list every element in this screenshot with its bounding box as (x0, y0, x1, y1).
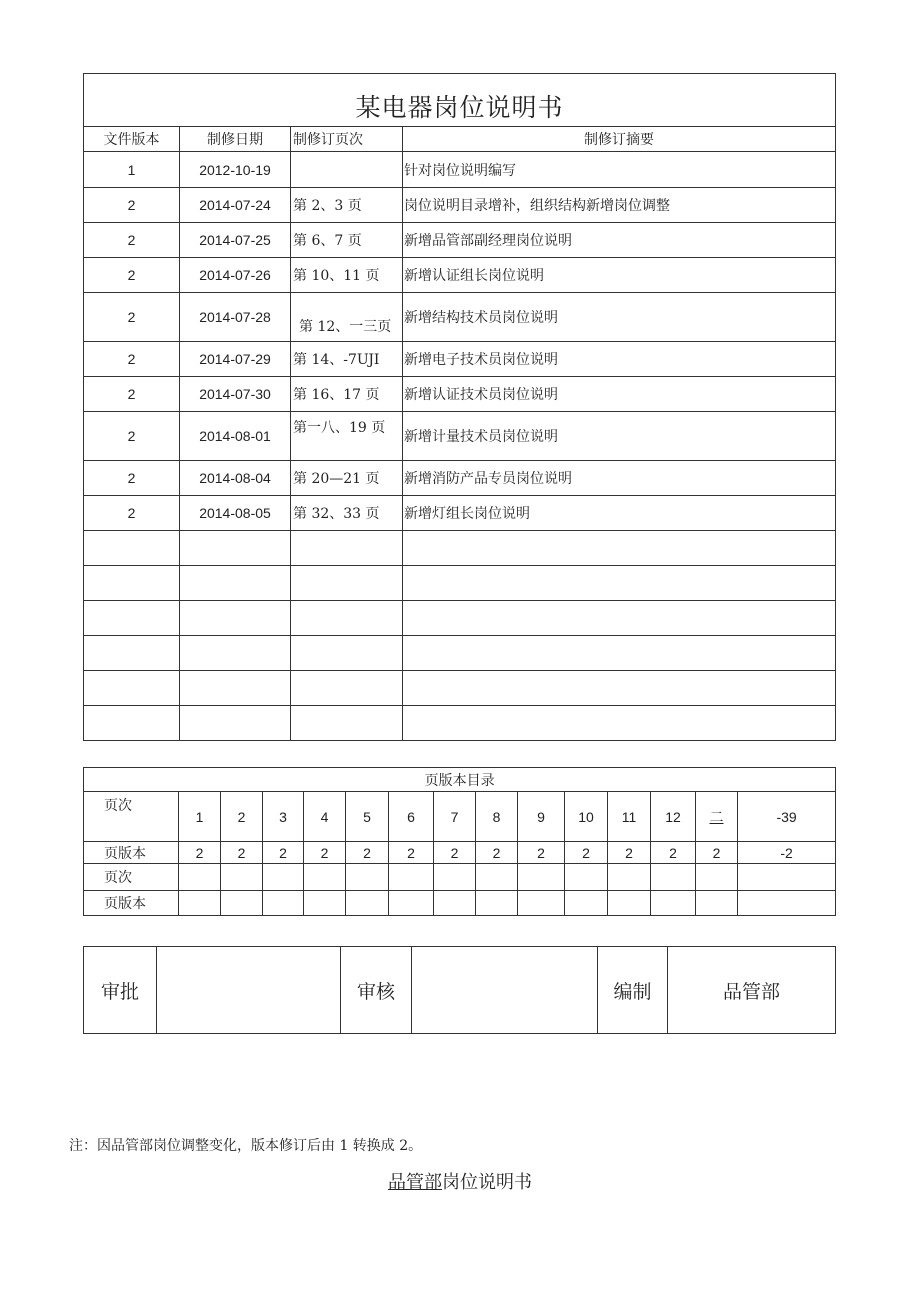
row-pages: 第 20—21 页 (291, 461, 403, 496)
page-version-label: 页版本 (84, 842, 179, 864)
table-row (84, 496, 836, 531)
page-version-cell: 2 (518, 842, 565, 864)
review-signature-field (412, 947, 598, 1034)
row-version: 2 (84, 293, 180, 342)
row-version: 1 (84, 152, 180, 188)
page-number-cell: 4 (304, 792, 346, 842)
row-summary: 岗位说明目录增补，组织结构新增岗位调整 (403, 188, 836, 223)
row-pages: 第 16、17 页 (291, 377, 403, 412)
table-row (84, 258, 836, 293)
empty-row (84, 601, 836, 636)
row-date: 2014-08-01 (180, 412, 291, 461)
revision-table (83, 73, 836, 741)
row-version: 2 (84, 412, 180, 461)
row-summary: 新增消防产品专员岗位说明 (403, 461, 836, 496)
page-number-row (84, 792, 836, 842)
page-number-cell: -39 (738, 792, 836, 842)
header-summary: 制修订摘要 (403, 127, 836, 152)
row-date: 2014-08-05 (180, 496, 291, 531)
row-version: 2 (84, 377, 180, 412)
row-date: 2014-08-04 (180, 461, 291, 496)
row-date: 2014-07-25 (180, 223, 291, 258)
page-version-title: 页版本目录 (84, 768, 836, 792)
page-number-cell: 11 (608, 792, 651, 842)
page-version-cell: 2 (608, 842, 651, 864)
table-row (84, 377, 836, 412)
row-summary: 新增认证技术员岗位说明 (403, 377, 836, 412)
page-version-table (83, 767, 836, 916)
table-row (84, 188, 836, 223)
page-version-cell: 2 (434, 842, 476, 864)
row-pages: 第 32、33 页 (291, 496, 403, 531)
empty-row (84, 671, 836, 706)
page-version-cell: 2 (179, 842, 221, 864)
page-version-row (84, 842, 836, 864)
row-pages: 第 6、7 页 (291, 223, 403, 258)
approve-label: 审批 (84, 947, 157, 1034)
page-number-cell: 6 (389, 792, 434, 842)
row-version: 2 (84, 258, 180, 293)
table-row (84, 223, 836, 258)
footer-doc-name: 岗位说明书 (442, 1172, 532, 1193)
prepare-value: 品管部 (668, 947, 836, 1034)
review-label: 审核 (341, 947, 412, 1034)
row-summary: 新增认证组长岗位说明 (403, 258, 836, 293)
page-version-cell: 2 (389, 842, 434, 864)
revision-header-row (84, 127, 836, 152)
row-pages: 第一八、19 页 (291, 412, 403, 461)
row-summary: 新增计量技术员岗位说明 (403, 412, 836, 461)
page-number-label-2: 页次 (84, 864, 179, 891)
page-version-cell: 2 (263, 842, 304, 864)
note-text: 注：因品管部岗位调整变化，版本修订后由 1 转换成 2。 (69, 1138, 423, 1154)
document-title: 某电器岗位说明书 (84, 74, 836, 127)
row-date: 2014-07-24 (180, 188, 291, 223)
page-number-label: 页次 (84, 792, 179, 842)
row-pages: 第 12、一三页 (291, 293, 403, 342)
row-date: 2014-07-29 (180, 342, 291, 377)
row-summary: 针对岗位说明编写 (403, 152, 836, 188)
page-number-cell: 2 (221, 792, 263, 842)
row-pages: 第 10、11 页 (291, 258, 403, 293)
approve-signature-field (157, 947, 341, 1034)
table-row (84, 293, 836, 342)
page-number-cell: 7 (434, 792, 476, 842)
row-summary: 新增灯组长岗位说明 (403, 496, 836, 531)
page-number-cell: 二 (696, 792, 738, 842)
page-number-cell: 1 (179, 792, 221, 842)
row-version: 2 (84, 223, 180, 258)
page-version-cell: -2 (738, 842, 836, 864)
page-number-cell: 3 (263, 792, 304, 842)
empty-row (84, 636, 836, 671)
row-pages: 第 14、-7UJI (291, 342, 403, 377)
empty-row (84, 531, 836, 566)
header-date: 制修日期 (180, 127, 291, 152)
row-pages: 第 2、3 页 (291, 188, 403, 223)
table-row (84, 342, 836, 377)
row-summary: 新增结构技术员岗位说明 (403, 293, 836, 342)
row-version: 2 (84, 188, 180, 223)
row-version: 2 (84, 342, 180, 377)
row-summary: 新增品管部副经理岗位说明 (403, 223, 836, 258)
page-number-cell: 10 (565, 792, 608, 842)
page-version-row-2 (84, 891, 836, 916)
page-version-cell: 2 (651, 842, 696, 864)
page-number-cell: 5 (346, 792, 389, 842)
table-row (84, 461, 836, 496)
row-version: 2 (84, 496, 180, 531)
page-number-cell: 12 (651, 792, 696, 842)
table-row (84, 152, 836, 188)
page-version-label-2: 页版本 (84, 891, 179, 916)
row-date: 2012-10-19 (180, 152, 291, 188)
footer-department: 品管部 (388, 1172, 442, 1193)
page-version-cell: 2 (304, 842, 346, 864)
row-summary: 新增电子技术员岗位说明 (403, 342, 836, 377)
row-version: 2 (84, 461, 180, 496)
page-version-cell: 2 (476, 842, 518, 864)
empty-row (84, 706, 836, 741)
row-date: 2014-07-26 (180, 258, 291, 293)
row-pages (291, 152, 403, 188)
row-date: 2014-07-30 (180, 377, 291, 412)
page-number-row-2 (84, 864, 836, 891)
page-version-cell: 2 (221, 842, 263, 864)
row-date: 2014-07-28 (180, 293, 291, 342)
table-row (84, 412, 836, 461)
page-number-cell: 8 (476, 792, 518, 842)
page-version-cell: 2 (565, 842, 608, 864)
header-pages: 制修订页次 (291, 127, 403, 152)
page-version-cell: 2 (696, 842, 738, 864)
empty-row (84, 566, 836, 601)
footer-title (0, 1168, 920, 1194)
page-number-cell: 9 (518, 792, 565, 842)
prepare-label: 编制 (598, 947, 668, 1034)
header-version: 文件版本 (84, 127, 180, 152)
approval-table (83, 946, 836, 1034)
page-version-cell: 2 (346, 842, 389, 864)
